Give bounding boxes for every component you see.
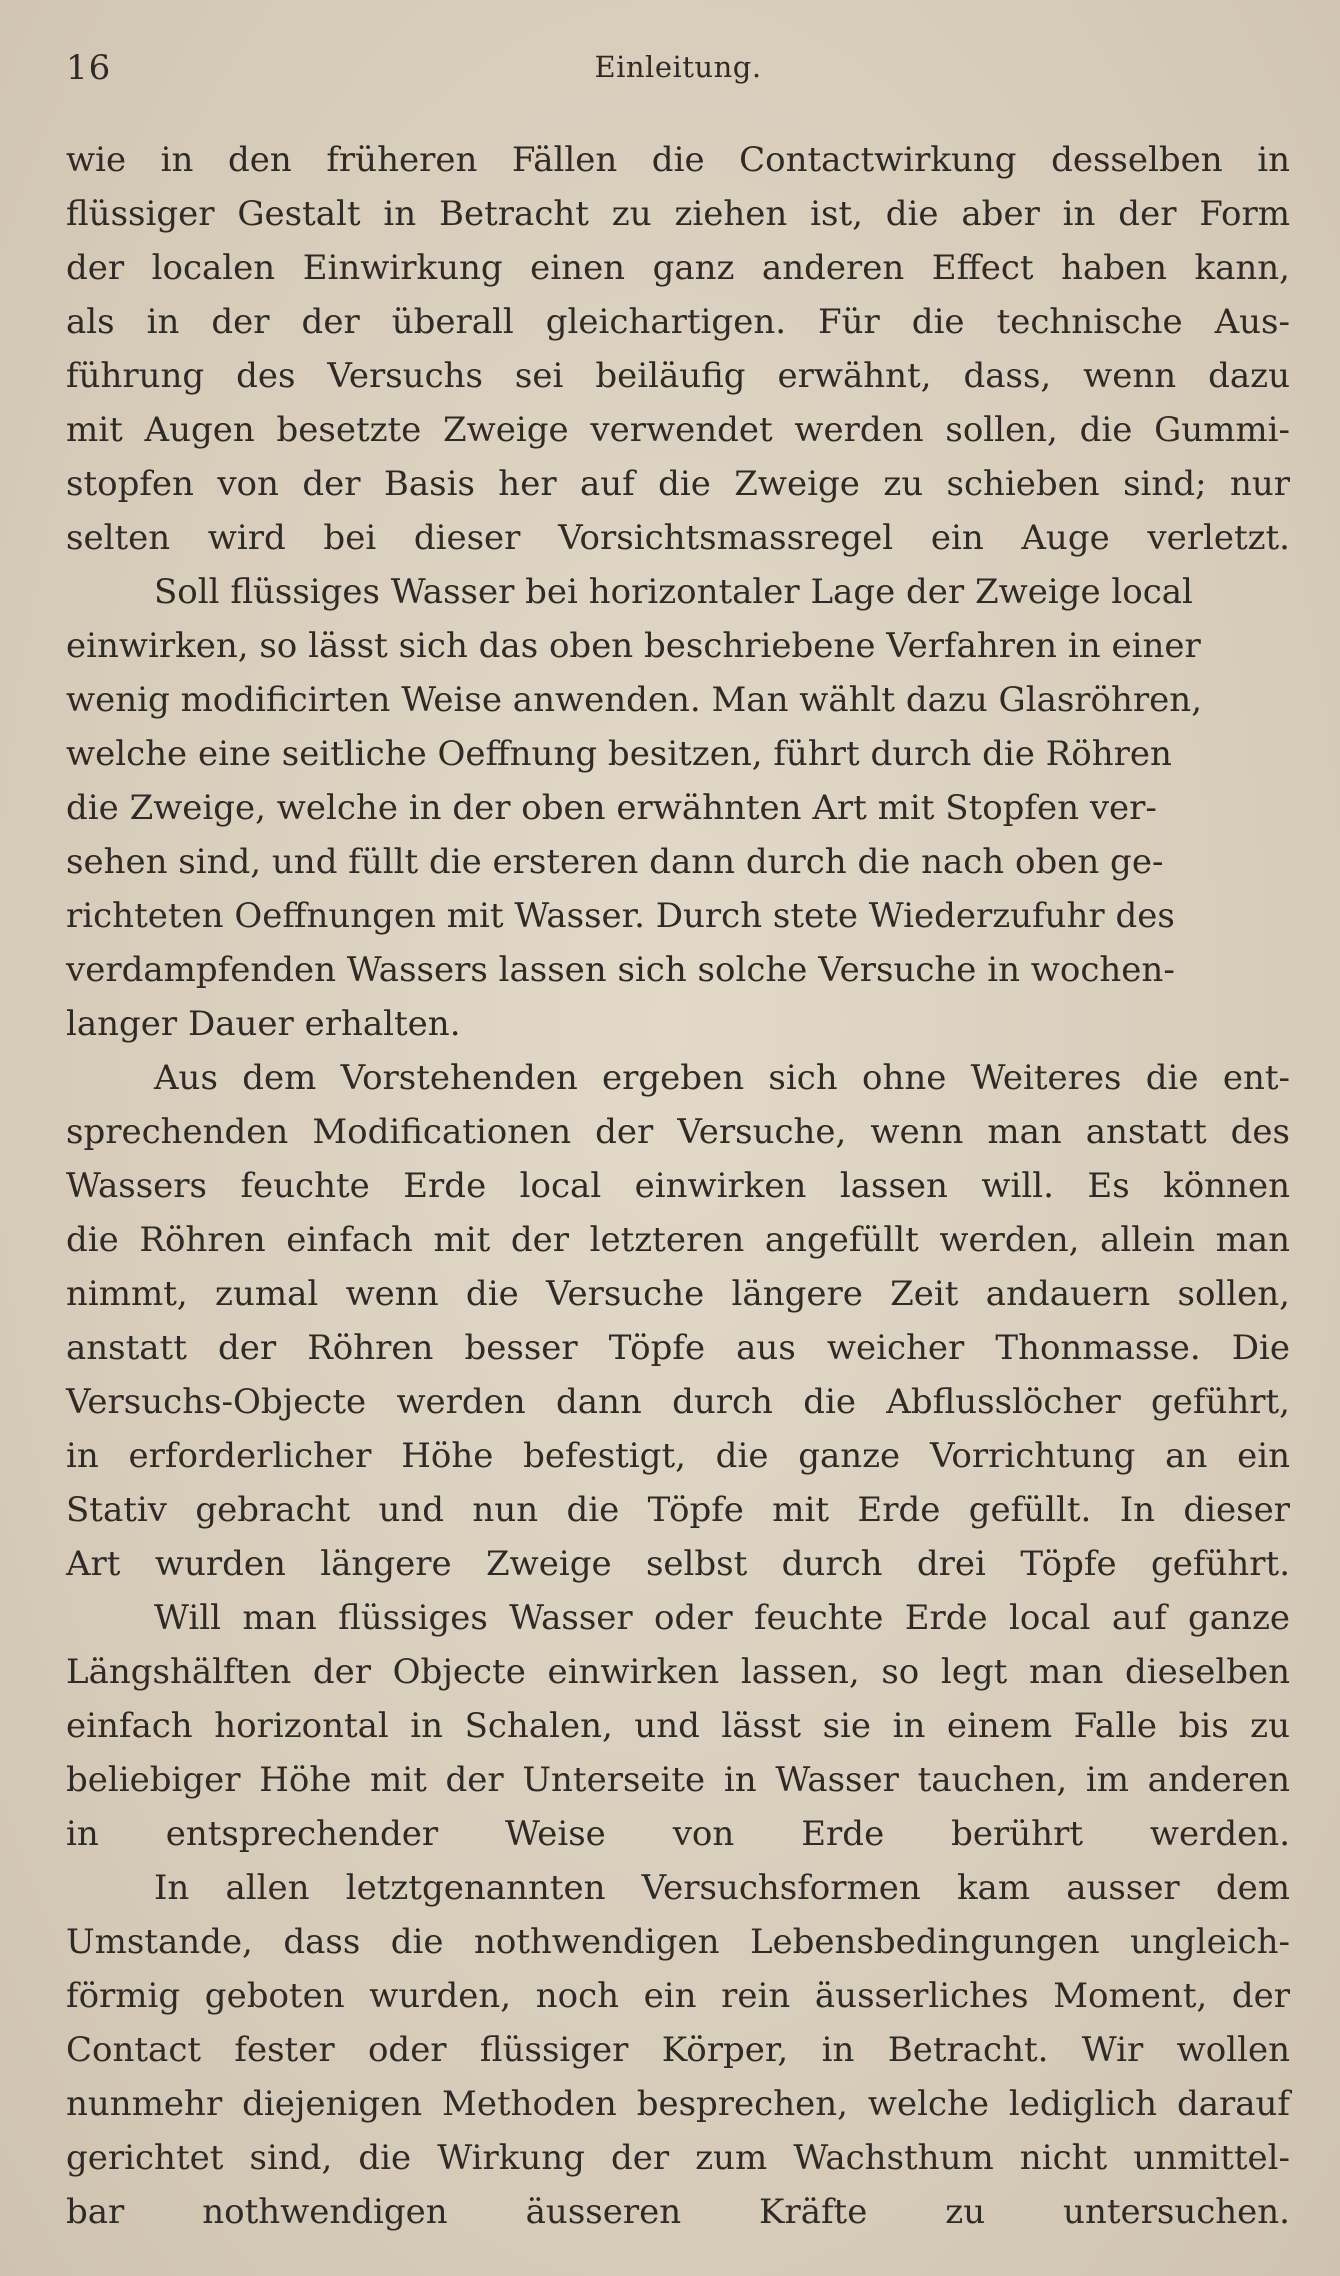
page-number: 16 [66, 48, 112, 88]
running-head [66, 48, 1290, 98]
paragraph-1: wie in den früheren Fällen die Contactwirkung desselben in flüssiger Gestalt in Betracht zu ziehen ist, die aber in der Form der localen Einwirkung einen ganz anderen Effect haben kann, als in der der überall gleichartigen. Für die technische Aus- führung des Versuchs sei beiläufig erwähnt, dass, wenn dazu mit Augen besetzte Zweige verwendet werden sollen, die Gummi- stopfen von der Basis her auf die Zweige zu schieben sind; nur selten wird bei dieser Vorsichtsmassregel ein Auge verletzt. [66, 140, 1290, 558]
paragraph-2: Soll flüssiges Wasser bei horizontaler Lage der Zweige local einwirken, so lässt sich das oben beschriebene Verfahren in einer wenig modificirten Weise anwenden. Man wählt dazu Glasröhren, welche eine seitliche Oeffnung besitzen, führt durch die Röhren die Zweige, welche in der oben erwähnten Art mit Stopfen ver- sehen sind, und füllt die ersteren dann durch die nach oben ge- richteten Oeffnungen mit Wasser. Durch stete Wiederzufuhr des verdampfenden Wassers lassen sich solche Versuche in wochen- langer Dauer erhalten. [66, 572, 1202, 1044]
paragraph-3: Aus dem Vorstehenden ergeben sich ohne Weiteres die ent- sprechenden Modificationen der Versuche, wenn man anstatt des Wassers feuchte Erde local einwirken lassen will. Es können die Röhren einfach mit der letzteren angefüllt werden, allein man nimmt, zumal wenn die Versuche längere Zeit andauern sollen, anstatt der Röhren besser Töpfe aus weicher Thonmasse. Die Versuchs-Objecte werden dann durch die Abflusslöcher geführt, in erforderlicher Höhe befestigt, die ganze Vorrichtung an ein Stativ gebracht und nun die Töpfe mit Erde gefüllt. In dieser Art wurden längere Zweige selbst durch drei Töpfe geführt. [66, 1058, 1290, 1584]
paragraph-5: In allen letztgenannten Versuchsformen kam ausser dem Umstande, dass die nothwendigen Lebensbedingungen ungleich- förmig geboten wurden, noch ein rein äusserliches Moment, der Contact fester oder flüssiger Körper, in Betracht. Wir wollen nunmehr diejenigen Methoden besprechen, welche lediglich darauf gerichtet sind, die Wirkung der zum Wachsthum nicht unmittel- bar nothwendigen äusseren Kräfte zu untersuchen. [66, 1868, 1290, 2232]
body-text [66, 133, 1290, 2239]
running-title: Einleitung. [594, 50, 762, 84]
paragraph-4: Will man flüssiges Wasser oder feuchte Erde local auf ganze Längshälften der Objecte einwirken lassen, so legt man dieselben einfach horizontal in Schalen, und lässt sie in einem Falle bis zu beliebiger Höhe mit der Unterseite in Wasser tauchen, im anderen in entsprechender Weise von Erde berührt werden. [66, 1598, 1290, 1854]
